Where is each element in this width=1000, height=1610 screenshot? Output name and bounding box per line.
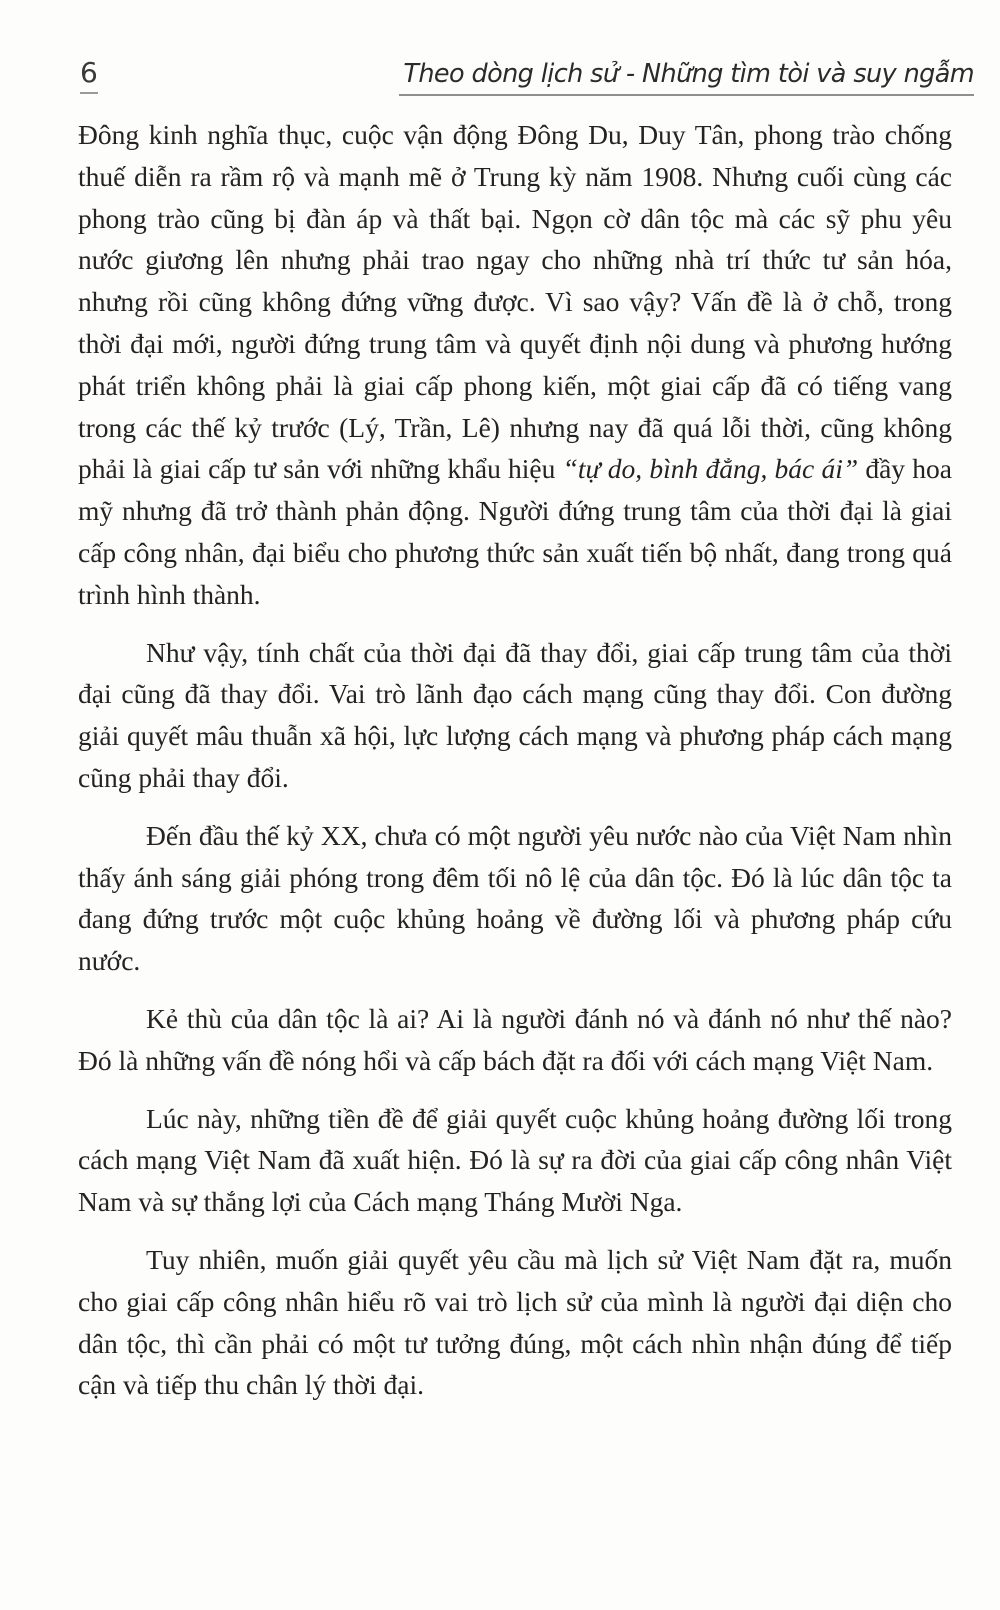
paragraph-1-text-after: đầy hoa mỹ nhưng đã trở thành phản động. Người đứng trung tâm của thời đại là giai cấp công nhân, đại biểu cho phương thức sản xuất tiến bộ nhất, đang trong quá trình hình thành. <box>78 453 952 610</box>
running-title: Theo dòng lịch sử - Những tìm tòi và suy ngẫm <box>399 56 974 96</box>
page-number: 6 <box>80 58 98 94</box>
paragraph-5: Lúc này, những tiền đề để giải quyết cuộc khủng hoảng đường lối trong cách mạng Việt Nam đã xuất hiện. Đó là sự ra đời của giai cấp công nhân Việt Nam và sự thắng lợi của Cách mạng Tháng Mười Nga. <box>78 1102 952 1218</box>
body-text <box>78 114 952 1422</box>
page-header <box>80 56 974 100</box>
paragraph-2: Như vậy, tính chất của thời đại đã thay đổi, giai cấp trung tâm của thời đại cũng đã thay đổi. Vai trò lãnh đạo cách mạng cũng thay đổi. Con đường giải quyết mâu thuẫn xã hội, lực lượng cách mạng và phương pháp cách mạng cũng phải thay đổi. <box>78 636 952 793</box>
paragraph-4: Kẻ thù của dân tộc là ai? Ai là người đánh nó và đánh nó như thế nào? Đó là những vấn đề nóng hổi và cấp bách đặt ra đối với cách mạng Việt Nam. <box>78 1002 952 1076</box>
paragraph-1-text-before: Đông kinh nghĩa thục, cuộc vận động Đông Du, Duy Tân, phong trào chống thuế diễn ra rầm rộ và mạnh mẽ ở Trung kỳ năm 1908. Nhưng cuối cùng các phong trào cũng bị đàn áp và thất bại. Ngọn cờ dân tộc mà các sỹ phu yêu nước giương lên nhưng phải trao ngay cho những nhà trí thức tư sản hóa, nhưng rồi cũng không đứng vững được. Vì sao vậy? Vấn đề là ở chỗ, trong thời đại mới, người đứng trung tâm và quyết định nội dung và phương hướng phát triển không phải là giai cấp phong kiến, một giai cấp đã có tiếng vang trong các thế kỷ trước (Lý, Trần, Lê) nhưng nay đã quá lỗi thời, cũng không phải là giai cấp tư sản với những khẩu hiệu <box>78 119 952 485</box>
paragraph-1-italic-quote: “tự do, bình đẳng, bác ái” <box>562 453 859 485</box>
paragraph-3: Đến đầu thế kỷ XX, chưa có một người yêu nước nào của Việt Nam nhìn thấy ánh sáng giải phóng trong đêm tối nô lệ của dân tộc. Đó là lúc dân tộc ta đang đứng trước một cuộc khủng hoảng về đường lối và phương pháp cứu nước. <box>78 819 952 977</box>
paragraph-1 <box>78 114 952 616</box>
paragraph-6: Tuy nhiên, muốn giải quyết yêu cầu mà lịch sử Việt Nam đặt ra, muốn cho giai cấp công nhân hiểu rõ vai trò lịch sử của mình là người đại diện cho dân tộc, thì cần phải có một tư tưởng đúng, một cách nhìn nhận đúng để tiếp cận và tiếp thu chân lý thời đại. <box>78 1243 952 1401</box>
